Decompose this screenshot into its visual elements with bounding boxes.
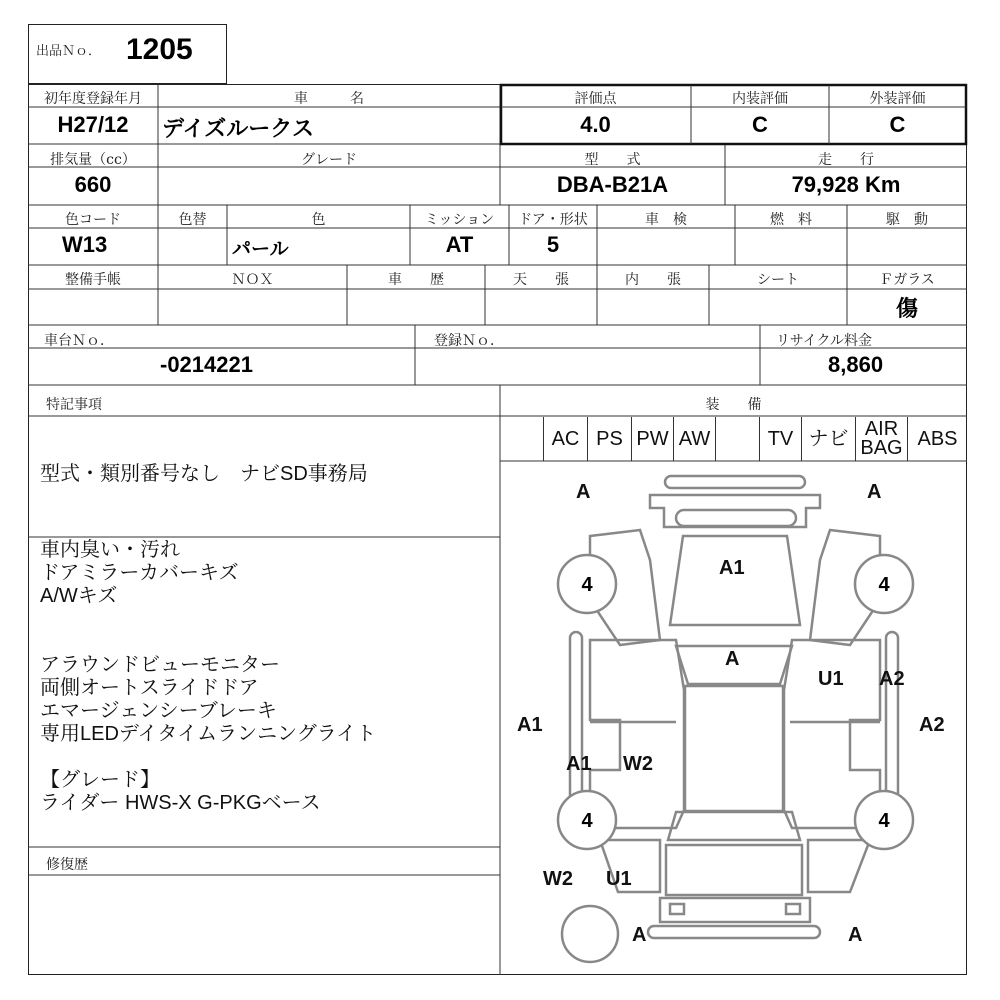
rear-glass [668, 812, 800, 840]
mileage-value: 79,928 Km [791, 172, 901, 197]
interior-trim-label: 内 張 [625, 272, 681, 288]
remark-line: 専用LEDデイタイムランニングライト [40, 723, 377, 745]
displacement-value: 660 [74, 172, 112, 197]
mileage-label: 走 行 [818, 152, 874, 168]
repaint-label: 色替 [178, 212, 207, 228]
damage-mark: A1 [566, 753, 592, 775]
car-damage-diagram [500, 461, 967, 975]
color-code-value: W13 [62, 232, 108, 257]
remark-line: 【グレード】 [40, 769, 160, 791]
equipment-airbag: AIR BAG [856, 417, 908, 461]
seat-label: シート [757, 272, 799, 288]
rear-hatch [666, 845, 802, 895]
rear-bumper [660, 898, 810, 922]
equipment-navi: ナビ [802, 417, 856, 461]
exterior-value: C [889, 112, 906, 137]
model-label: 型 式 [584, 152, 641, 168]
tire-front-left-rating: 4 [581, 574, 593, 596]
tire-rear-right-rating: 4 [878, 810, 890, 832]
nox-label: ＮＯＸ [231, 272, 274, 288]
tire-spare [562, 906, 618, 962]
maintenance-label: 整備手帳 [65, 272, 121, 288]
recycle-value: 8,860 [828, 352, 884, 377]
remark-line: 車内臭い・汚れ [40, 539, 180, 561]
door-label: ドア・形状 [518, 212, 588, 228]
remarks-block2 [40, 539, 239, 608]
door-value: 5 [546, 232, 560, 257]
remark-line: ライダー HWS-X G-PKGベース [40, 792, 321, 814]
damage-mark: U1 [818, 668, 844, 690]
damage-mark: A [867, 481, 882, 503]
damage-mark: A [632, 924, 647, 946]
damage-mark: W2 [543, 868, 573, 890]
repair-title: 修復歴 [46, 857, 88, 873]
equipment-ac: AC [544, 417, 588, 461]
lot-number: 1205 [126, 33, 193, 66]
equipment-empty [716, 417, 760, 461]
reg-value: H27/12 [57, 112, 129, 137]
remarks-block4 [40, 769, 321, 815]
name-value: デイズルークス [162, 116, 315, 141]
remark-line: ドアミラーカバーキズ [40, 562, 239, 584]
equipment-aw: AW [674, 417, 716, 461]
tire-rear-left-rating: 4 [581, 810, 593, 832]
registration-label: 登録Ｎｏ． [434, 333, 504, 349]
remarks-title: 特記事項 [46, 397, 102, 413]
fuel-label: 燃 料 [770, 212, 812, 228]
mission-label: ミッション [424, 212, 495, 228]
damage-mark: A1 [719, 557, 745, 579]
inspection-label: 車 検 [645, 212, 687, 228]
remark-line: 両側オートスライドドア [40, 677, 259, 699]
remarks-block3 [40, 654, 376, 746]
damage-mark: A [848, 924, 863, 946]
remarks-line1: 型式・類別番号なし ナビSD事務局 [40, 463, 368, 485]
equipment-abs: ABS [917, 427, 958, 450]
tire-front-right-rating: 4 [878, 574, 890, 596]
chassis-label: 車台Ｎｏ． [44, 333, 114, 349]
mission-value: AT [445, 232, 474, 257]
damage-mark: W2 [623, 753, 653, 775]
interior-label: 内装評価 [732, 91, 788, 107]
history-label: 車 歴 [388, 272, 444, 288]
hood-panel [670, 536, 800, 625]
damage-mark: U1 [606, 868, 632, 890]
displacement-label: 排気量（cc） [50, 152, 136, 168]
equipment-blank [500, 417, 544, 461]
color-code-label: 色コード [65, 212, 121, 228]
reg-label: 初年度登録年月 [44, 91, 142, 107]
grade-label: グレード [301, 152, 357, 168]
equipment-ps: PS [588, 417, 632, 461]
glass-value: 傷 [895, 296, 918, 321]
lot-label: 出品Ｎｏ． [36, 44, 102, 59]
interior-value: C [752, 112, 768, 137]
color-value: パール [232, 239, 289, 260]
exterior-label: 外装評価 [869, 91, 926, 107]
damage-mark: A2 [919, 714, 945, 736]
recycle-label: リサイクル料金 [776, 333, 873, 349]
ceiling-label: 天 張 [513, 272, 569, 288]
model-value: DBA-B21A [556, 172, 669, 197]
equipment-pw: PW [632, 417, 674, 461]
remark-line: アラウンドビューモニター [40, 654, 280, 676]
damage-mark: A [576, 481, 591, 503]
damage-mark: A [725, 648, 740, 670]
remark-line: A/Wキズ [40, 585, 118, 607]
equipment-tv: TV [760, 417, 802, 461]
remark-line: エマージェンシーブレーキ [40, 700, 277, 722]
chassis-value: -0214221 [160, 352, 253, 377]
equipment-title: 装 備 [705, 397, 762, 413]
score-value: 4.0 [580, 112, 611, 137]
score-label: 評価点 [574, 91, 617, 107]
drive-label: 駆 動 [886, 212, 928, 228]
name-label: 車 名 [294, 91, 364, 107]
color-label: 色 [311, 212, 326, 228]
glass-label: Ｆガラス [879, 272, 935, 288]
damage-mark: A2 [879, 668, 905, 690]
roof-panel [685, 686, 783, 811]
damage-mark: A1 [517, 714, 543, 736]
